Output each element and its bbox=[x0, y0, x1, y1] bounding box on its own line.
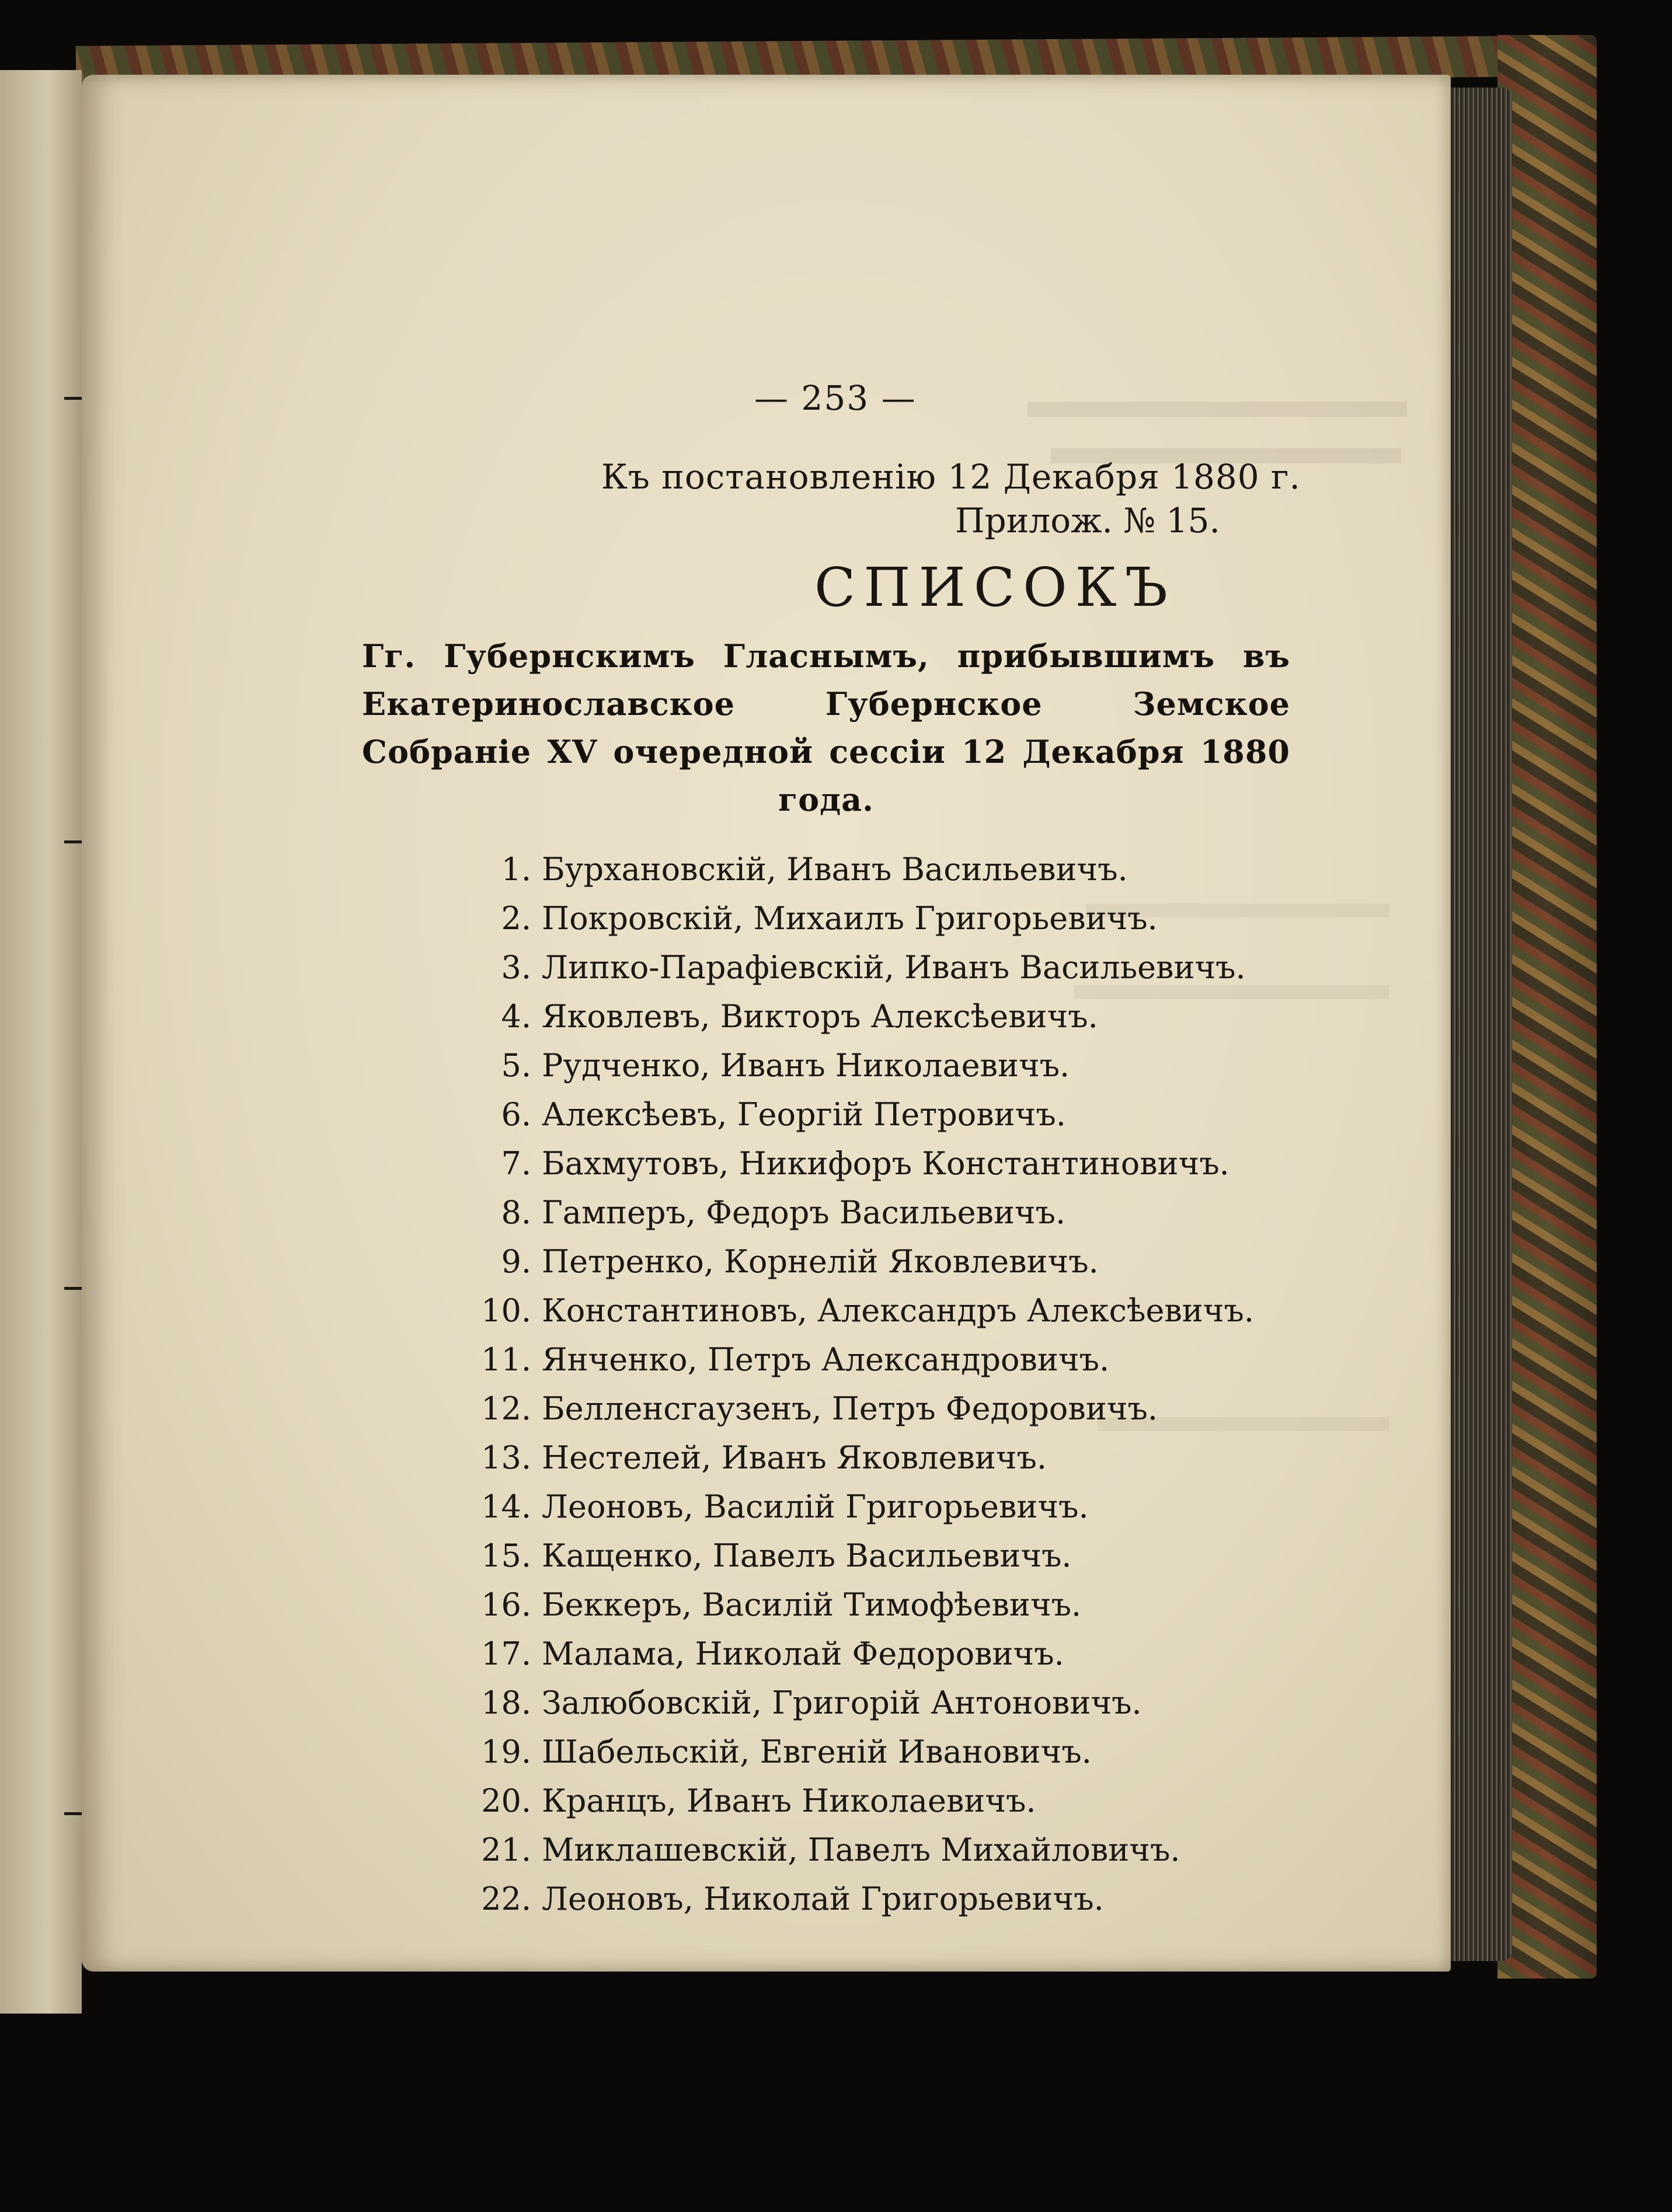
item-number: 3. bbox=[501, 949, 531, 986]
list-item bbox=[455, 1679, 1254, 1728]
list-item bbox=[455, 1384, 1254, 1433]
list-item bbox=[455, 1139, 1254, 1188]
list-item bbox=[455, 1630, 1254, 1679]
item-number: 14. bbox=[481, 1488, 531, 1525]
item-number: 5. bbox=[501, 1047, 531, 1084]
list-item bbox=[455, 1875, 1254, 1924]
item-number: 1. bbox=[501, 851, 531, 888]
list-item bbox=[455, 1237, 1254, 1286]
item-name: Алексѣевъ, Георгій Петровичъ. bbox=[542, 1096, 1066, 1133]
page-number: — 253 — bbox=[754, 378, 917, 418]
item-name: Леоновъ, Василій Григорьевичъ. bbox=[542, 1488, 1089, 1525]
item-number: 11. bbox=[481, 1341, 531, 1378]
item-name: Беккеръ, Василій Тимофѣевичъ. bbox=[542, 1586, 1082, 1623]
list-item bbox=[455, 1826, 1254, 1875]
item-number: 12. bbox=[481, 1390, 531, 1427]
item-name: Липко-Парафіевскій, Иванъ Васильевичъ. bbox=[542, 949, 1246, 986]
list-item bbox=[455, 894, 1254, 943]
item-name: Покровскій, Михаилъ Григорьевичъ. bbox=[542, 900, 1158, 937]
annex-reference: Къ постановленію 12 Декабря 1880 г. bbox=[601, 457, 1301, 497]
list-item bbox=[455, 1581, 1254, 1630]
item-number: 7. bbox=[501, 1145, 531, 1182]
item-name: Малама, Николай Федоровичъ. bbox=[542, 1635, 1064, 1672]
list-item bbox=[455, 1433, 1254, 1482]
list-item bbox=[455, 1188, 1254, 1237]
item-name: Миклашевскій, Павелъ Михайловичъ. bbox=[542, 1831, 1180, 1868]
item-number: 13. bbox=[481, 1439, 531, 1476]
item-number: 17. bbox=[481, 1635, 531, 1672]
list-item bbox=[455, 1728, 1254, 1777]
item-name: Белленсгаузенъ, Петръ Федоровичъ. bbox=[542, 1390, 1158, 1427]
item-name: Бахмутовъ, Никифоръ Константиновичъ. bbox=[542, 1145, 1229, 1182]
list-item bbox=[455, 1041, 1254, 1090]
left-page-edge bbox=[0, 70, 82, 2014]
annex-number: Прилож. № 15. bbox=[955, 501, 1220, 540]
list-item bbox=[455, 845, 1254, 894]
item-name: Кранцъ, Иванъ Николаевичъ. bbox=[542, 1782, 1036, 1819]
item-name: Шабельскій, Евгеній Ивановичъ. bbox=[542, 1733, 1092, 1770]
item-number: 2. bbox=[501, 900, 531, 937]
list-item bbox=[455, 992, 1254, 1041]
item-number: 10. bbox=[481, 1292, 531, 1329]
item-name: Леоновъ, Николай Григорьевичъ. bbox=[542, 1880, 1104, 1917]
item-name: Кащенко, Павелъ Васильевичъ. bbox=[542, 1537, 1072, 1574]
list-item bbox=[455, 1286, 1254, 1335]
list-item bbox=[455, 1335, 1254, 1384]
item-number: 9. bbox=[501, 1243, 531, 1280]
item-number: 22. bbox=[481, 1880, 531, 1917]
item-number: 6. bbox=[501, 1096, 531, 1133]
item-name: Залюбовскій, Григорій Антоновичъ. bbox=[542, 1684, 1142, 1721]
item-name: Бурхановскій, Иванъ Васильевичъ. bbox=[542, 851, 1128, 888]
list-item bbox=[455, 1090, 1254, 1139]
list-item bbox=[455, 1482, 1254, 1531]
item-number: 15. bbox=[481, 1537, 531, 1574]
list-item bbox=[455, 1531, 1254, 1581]
attendee-list bbox=[455, 845, 1254, 1924]
item-name: Янченко, Петръ Александровичъ. bbox=[542, 1341, 1110, 1378]
marbled-cover-edge bbox=[1497, 35, 1597, 1979]
item-number: 21. bbox=[481, 1831, 531, 1868]
item-number: 19. bbox=[481, 1733, 531, 1770]
item-name: Петренко, Корнелій Яковлевичъ. bbox=[542, 1243, 1099, 1280]
list-subtitle: Гг. Губернскимъ Гласнымъ, прибывшимъ въ Екатеринославское Губернское Земское Собраніе XV очередной сессіи 12 Декабря 1880 года. bbox=[362, 637, 1290, 818]
item-number: 16. bbox=[481, 1586, 531, 1623]
item-name: Нестелей, Иванъ Яковлевичъ. bbox=[542, 1439, 1047, 1476]
list-title: СПИСОКЪ bbox=[814, 556, 1176, 619]
list-item bbox=[455, 943, 1254, 992]
item-number: 20. bbox=[481, 1782, 531, 1819]
document-page bbox=[82, 75, 1451, 1972]
item-number: 18. bbox=[481, 1684, 531, 1721]
item-name: Яковлевъ, Викторъ Алексѣевичъ. bbox=[542, 998, 1098, 1035]
page-block-edge bbox=[1448, 88, 1512, 1961]
item-name: Рудченко, Иванъ Николаевичъ. bbox=[542, 1047, 1070, 1084]
item-name: Константиновъ, Александръ Алексѣевичъ. bbox=[542, 1292, 1255, 1329]
item-number: 8. bbox=[501, 1194, 531, 1231]
item-name: Гамперъ, Федоръ Васильевичъ. bbox=[542, 1194, 1066, 1231]
item-number: 4. bbox=[501, 998, 531, 1035]
bleed-through-texture bbox=[1027, 402, 1407, 417]
list-item bbox=[455, 1777, 1254, 1826]
